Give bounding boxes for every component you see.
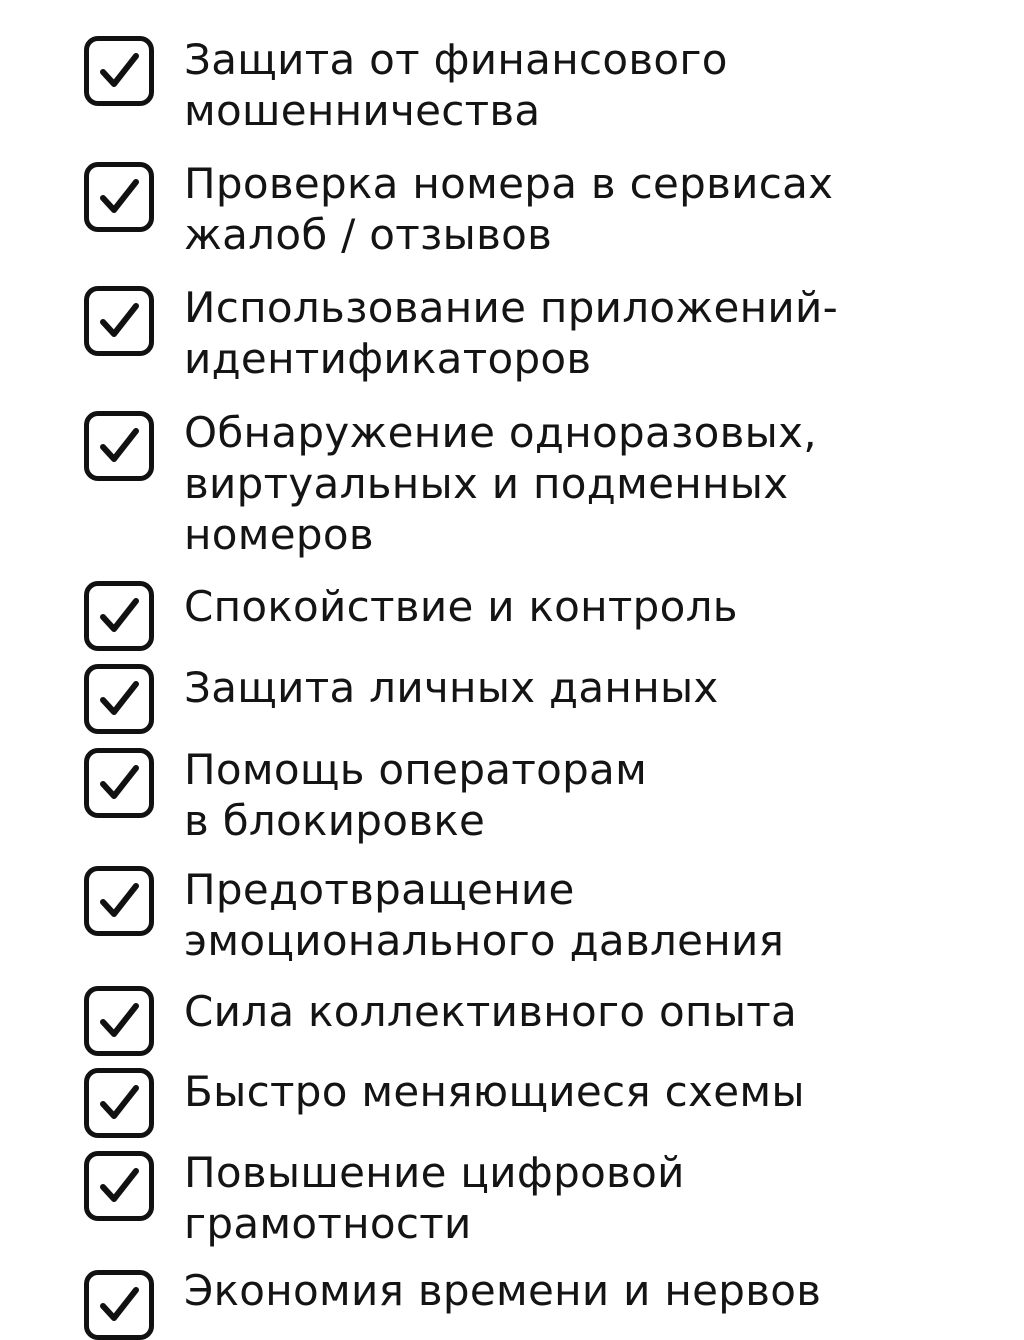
checkbox-checked-icon bbox=[84, 162, 154, 232]
checkbox-checked-icon bbox=[84, 1270, 154, 1340]
checkbox-checked-icon bbox=[84, 1068, 154, 1138]
checkbox-checked-icon bbox=[84, 748, 154, 818]
checkbox-checked-icon bbox=[84, 411, 154, 481]
checklist-item-label: Обнаружение одноразовых, виртуальных и подменных номеров bbox=[184, 408, 817, 559]
checklist-item-label: Сила коллективного опыта bbox=[184, 987, 798, 1036]
checklist-item-label: Повышение цифровой грамотности bbox=[184, 1148, 685, 1248]
checklist-item-label: Экономия времени и нервов bbox=[184, 1266, 822, 1315]
checklist-item-label: Проверка номера в сервисах жалоб / отзывов bbox=[184, 159, 834, 259]
checklist-item-label: Спокойствие и контроль bbox=[184, 582, 738, 631]
checklist-item-label: Помощь операторам в блокировке bbox=[184, 745, 648, 845]
checkbox-checked-icon bbox=[84, 1151, 154, 1221]
checkbox-checked-icon bbox=[84, 866, 154, 936]
checkbox-checked-icon bbox=[84, 36, 154, 106]
checklist-item-label: Защита от финансового мошенничества bbox=[184, 35, 728, 135]
checkbox-checked-icon bbox=[84, 286, 154, 356]
checkbox-checked-icon bbox=[84, 986, 154, 1056]
checkbox-checked-icon bbox=[84, 581, 154, 651]
checkbox-checked-icon bbox=[84, 664, 154, 734]
checklist-item-label: Предотвращение эмоционального давления bbox=[184, 865, 785, 965]
checklist-item-label: Быстро меняющиеся схемы bbox=[184, 1067, 805, 1116]
checklist-item-label: Использование приложений- идентификаторов bbox=[184, 283, 839, 383]
checklist-item-label: Защита личных данных bbox=[184, 663, 719, 712]
